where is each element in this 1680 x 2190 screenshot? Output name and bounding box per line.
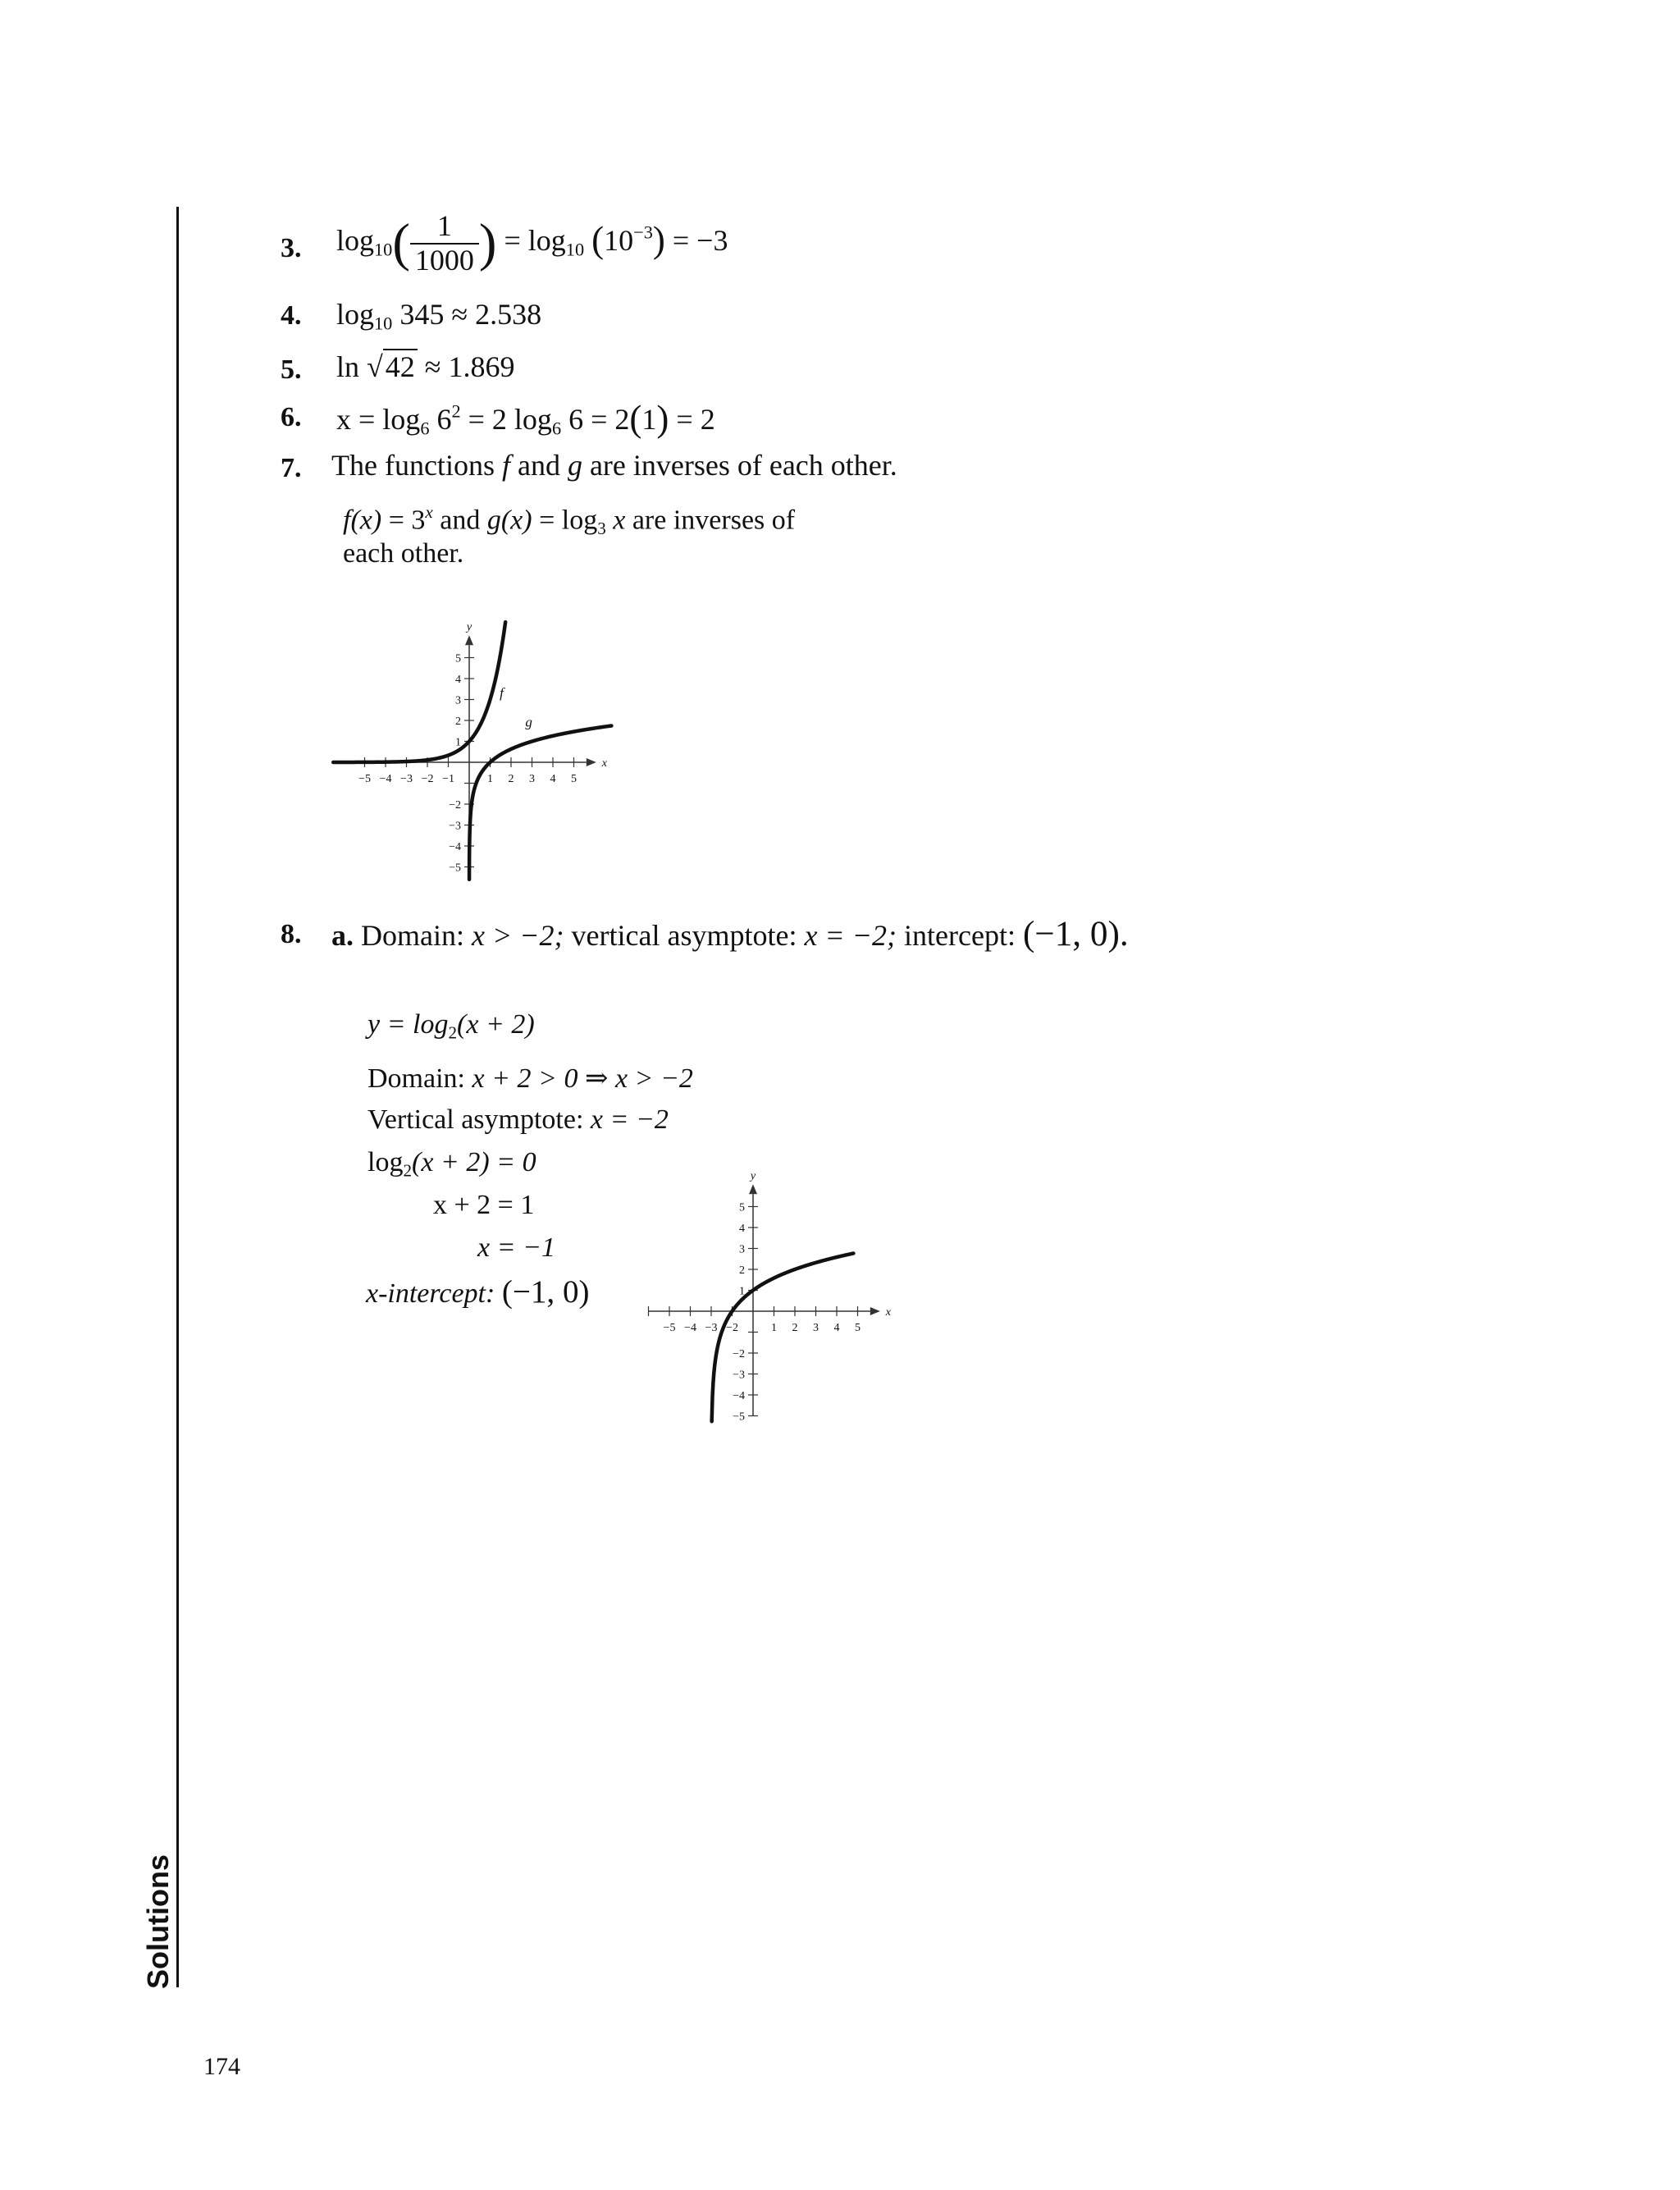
curve-f-label: f <box>500 684 504 701</box>
y-tick-label: −5 <box>733 1410 745 1424</box>
y-tick-label: −2 <box>449 799 461 812</box>
section-label: Solutions <box>141 1854 175 1989</box>
y-tick-label: 1 <box>455 736 461 749</box>
problem-5-number: 5. <box>281 354 302 385</box>
problem-8-work-line-2: Domain: x + 2 > 0 ⇒ x > −2 <box>368 1063 693 1094</box>
y-tick-label: 5 <box>455 652 461 665</box>
y-tick-label: −2 <box>733 1348 745 1360</box>
x-tick-label: −4 <box>379 773 392 785</box>
curve-f <box>333 622 505 762</box>
y-tick-label: 2 <box>739 1264 745 1277</box>
x-axis-label: x <box>601 757 607 770</box>
y-axis-label: y <box>466 621 472 634</box>
x-axis-arrow-icon <box>587 758 596 766</box>
x-tick-label: −2 <box>726 1322 738 1334</box>
y-tick-label: −3 <box>449 820 461 833</box>
x-tick-label: −5 <box>358 773 371 785</box>
y-tick-label: 3 <box>455 694 461 707</box>
problem-7-number: 7. <box>281 453 302 483</box>
y-tick-label: 3 <box>739 1243 745 1256</box>
x-tick-label: 2 <box>508 773 514 785</box>
y-tick-label: 2 <box>455 716 461 728</box>
margin-rule <box>176 207 179 1987</box>
problem-7-statement: The functions f and g are inverses of each other. <box>331 449 897 482</box>
y-tick-label: 1 <box>739 1285 745 1298</box>
x-tick-label: 1 <box>487 773 493 785</box>
y-tick-label: −4 <box>449 841 461 853</box>
x-tick-label: −3 <box>705 1322 718 1334</box>
y-axis-arrow-icon <box>465 635 473 645</box>
problem-8-work-line-4: $\log_2(x + 2) = 0$ <box>368 1147 536 1181</box>
problem-8-work-line-3: Vertical asymptote: x = −2 <box>368 1104 669 1135</box>
y-tick-label: 5 <box>739 1201 745 1214</box>
x-axis-arrow-icon <box>870 1307 880 1315</box>
x-tick-label: 3 <box>529 773 535 785</box>
x-tick-label: −2 <box>421 773 434 785</box>
x-tick-label: 2 <box>792 1322 798 1334</box>
page-number: 174 <box>203 2053 240 2080</box>
problem-8-work-line-7: x-intercept: (−1, 0) <box>366 1274 590 1310</box>
x-tick-label: 1 <box>771 1322 777 1334</box>
problem-6-expression: $x = \log_6 6^2 = 2$ $\log_6 6 = 2(1) = 2$ <box>336 398 715 439</box>
y-tick-label: 4 <box>455 674 461 686</box>
x-tick-label: −1 <box>442 773 454 785</box>
problem-8-part-a: a. Domain: x > −2; vertical asymptote: x = −2; intercept: (−1, 0). <box>331 915 1129 953</box>
graph-f-and-g <box>328 599 656 894</box>
x-tick-label: 5 <box>571 773 577 785</box>
problem-8-work-line-6: x = −1 <box>477 1232 555 1263</box>
x-tick-label: −3 <box>400 773 413 785</box>
y-tick-label: −5 <box>449 862 461 875</box>
curve-g-label: g <box>525 714 532 730</box>
x-tick-label: −4 <box>684 1322 696 1334</box>
x-tick-label: 4 <box>833 1322 840 1334</box>
problem-8-number: 8. <box>281 919 302 949</box>
y-tick-label: 4 <box>739 1223 745 1235</box>
problem-3-expression: $\log_{10}$( $\frac{1}{1000}$ ) = $\log_{10} (10^{-3}) = -3$ <box>336 209 728 277</box>
y-axis-arrow-icon <box>749 1184 757 1194</box>
y-tick-label: −4 <box>733 1390 745 1402</box>
problem-4-number: 4. <box>281 300 302 331</box>
x-axis-label: x <box>885 1306 891 1319</box>
problem-8-work-line-1: $y = \log_2(x + 2)$ <box>368 1009 535 1043</box>
x-tick-label: 3 <box>813 1322 819 1334</box>
problem-3-number: 3. <box>281 233 302 263</box>
curve-g <box>469 726 611 880</box>
x-tick-label: −5 <box>663 1322 676 1334</box>
problem-7-note-line-2: each other. <box>343 538 464 569</box>
y-tick-label: −3 <box>733 1369 745 1382</box>
graph-log2-x-plus-2 <box>640 1153 960 1448</box>
problem-7-note-line-1: $f(x) = 3^x$ and $g(x) = \log_3 x$ are inverses of <box>343 502 796 538</box>
y-axis-label: y <box>750 1170 756 1183</box>
problem-5-expression: ln √42 ≈ 1.869 <box>336 350 515 383</box>
problem-4-expression: $\log_{10} 345 \approx 2.538$ <box>336 298 542 334</box>
problem-6-number: 6. <box>281 402 302 432</box>
x-tick-label: 5 <box>855 1322 861 1334</box>
x-tick-label: 4 <box>550 773 556 785</box>
problem-8-work-line-5: x + 2 = 1 <box>433 1190 535 1220</box>
